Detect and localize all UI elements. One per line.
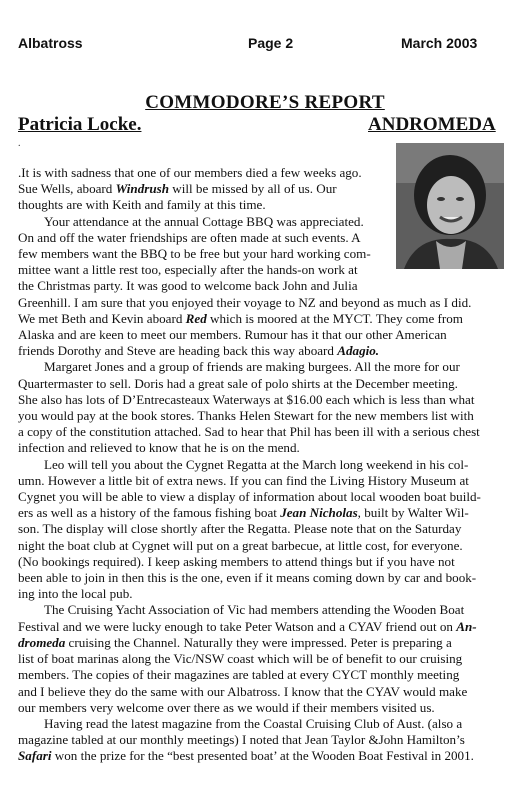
report-body: [18, 165, 513, 765]
issue-date: March 2003: [401, 35, 478, 51]
paragraph-3: Margaret Jones and a group of friends are making burgees. All the more for our Quartermaster to sell. Doris had a great sale of polo shirts at the December meeting. She also has lots of D’Entrecasteaux Waterways at $16.00 each which is less than what you would pay at the book stores. Thanks Helen Stewart for the new members list with a copy of the constitution attached. Sad to hear that Phil has been ill with a serious chest infection and relieved to know that he is on the mend.: [18, 359, 480, 456]
boat-name-red: Red: [185, 310, 207, 326]
boat-name-andromeda-part1: An-: [456, 618, 477, 634]
newsletter-name: Albatross: [18, 35, 83, 51]
boat-name-andromeda-part2: dromeda: [18, 634, 66, 650]
report-title: COMMODORE’S REPORT: [145, 92, 385, 113]
boat-name-jean-nicholas: Jean Nicholas: [280, 505, 358, 521]
boat-name-windrush: Windrush: [115, 181, 170, 197]
boat-name-safari: Safari: [18, 748, 52, 764]
boat-name-adagio: Adagio.: [337, 343, 380, 359]
author-name: Patricia Locke.: [18, 114, 142, 135]
paragraph-5: The Cruising Yacht Association of Vic had members attending the Wooden Boat Festival and we were lucky enough to take Peter Watson and a CYAV friend out on An- dromeda cruising the Channel. Naturally they were impressed. Peter is preparing a list of boat marinas along the Vic/NSW coast which will be of benefit to our cruising members. The copies of their magazines are tabled at every CYCT monthly meeting and I believe they do the same with our Albatross. I know that the CYAV would make our members very welcome over there as we would if their members visited us.: [18, 602, 477, 715]
paragraph-1: .It is with sadness that one of our members died a few weeks ago. Sue Wells, aboard Windrush will be missed by all of us. Our thoughts are with Keith and family at this time.: [18, 165, 362, 213]
stray-dot: .: [18, 138, 21, 149]
paragraph-4: Leo will tell you about the Cygnet Regatta at the March long weekend in his col- umn. However a little bit of extra news. If you can find the Living History Museum at Cygnet you will be able to view a display of information about local wooden boat build- ers as well as a history of the famous fishing boat Jean Nicholas, built by Walter Wil- son. The display will close shortly after the Regatta. Please note that on the Saturday night the boat club at Cygnet will put on a great barbecue, at little cost, for everyone. (No bookings required). I keep asking members to attend things but if you have not been able to join in then this is the one, even if it means coming down by car and book- ing into the local pub.: [18, 456, 481, 602]
paragraph-2: Your attendance at the annual Cottage BBQ was appreciated. On and off the water friendships are often made at such events. A few members want the BBQ to be free but your hard working com- mittee want a little rest too, especially after the hands-on work at the Christmas party. It was good to welcome back John and Julia Greenhill. I am sure that you enjoyed their voyage to NZ and beyond as much as I did. We met Beth and Kevin aboard Red which is moored at the MYCT. They come from Alaska and are keen to meet our members. Rumour has it that our other American friends Dorothy and Steve are heading back this way aboard Adagio.: [18, 213, 472, 359]
paragraph-6: Having read the latest magazine from the Coastal Cruising Club of Aust. (also a magazine tabled at our monthly meetings) I noted that Jean Taylor &John Hamilton’s Safari won the prize for the “best presented boat’ at the Wooden Boat Festival in 2001.: [18, 715, 474, 764]
boat-name: ANDROMEDA: [368, 114, 496, 135]
page-number: Page 2: [248, 35, 294, 51]
